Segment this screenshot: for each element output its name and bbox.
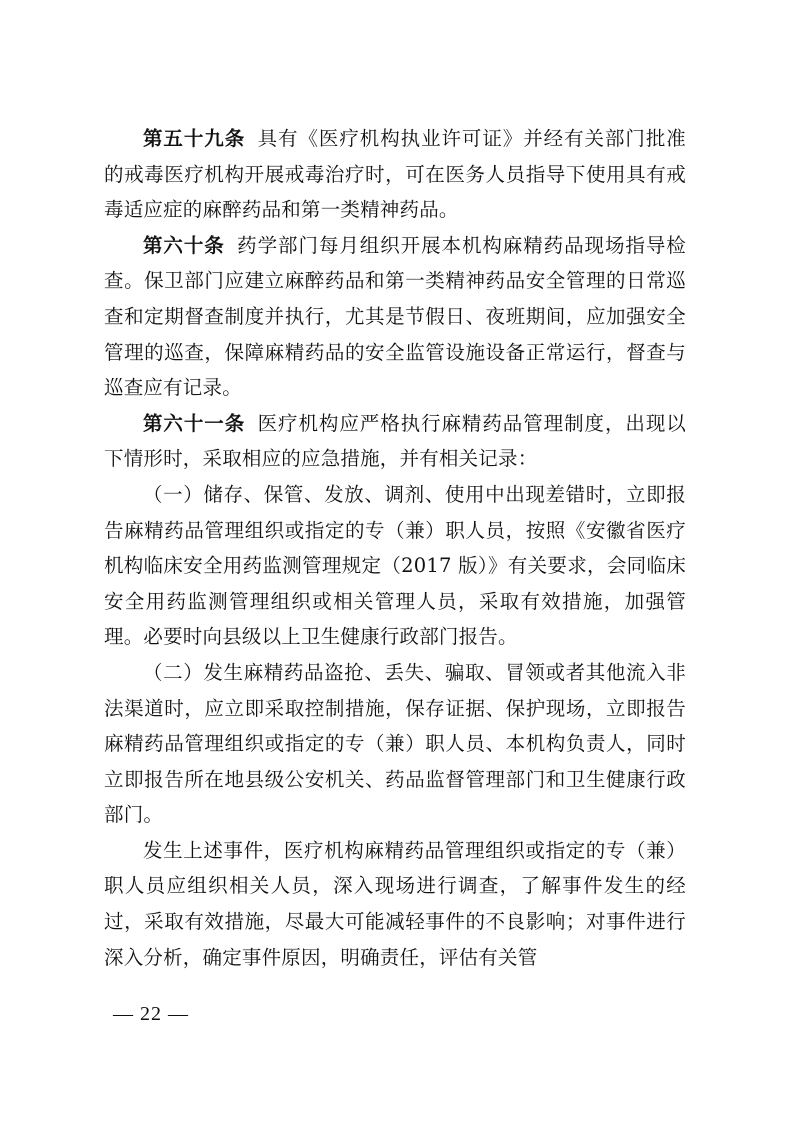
article-heading: 第六十条	[143, 233, 225, 257]
article-heading: 第五十九条	[143, 127, 246, 150]
text-line: 导检查。保卫部门应建立麻醉药品和第一类精神药品安全管理	[104, 233, 686, 293]
text-line: 发生上述事件，医疗机构麻精药品管理组织或指定的专	[143, 838, 627, 862]
item-two	[104, 655, 686, 833]
text-line: 施，加强管理。必要时向县级以上卫生健康行政部门报告。	[104, 589, 686, 649]
article-60	[104, 228, 686, 406]
text-line: 以下情形时，采取相应的应急措施，并有相关记录：	[104, 411, 686, 471]
article-61	[104, 406, 686, 477]
text-line: 医疗机构应严格执行麻精药品管理制度，出现	[256, 411, 667, 435]
text-line: 应加强安全管理的巡查，保障麻精药品的安全监管设施设备正	[104, 304, 686, 364]
followup-paragraph	[104, 833, 686, 975]
text-line: 对事件进行深入分析，确定事件原因，明确责任，评估有关管	[104, 910, 686, 969]
text-line: 具有《医疗机构执业许可证》并经有关部门批	[256, 127, 667, 150]
text-line: 负责人，同时立即报告所在地县级公安机关、药品监督管理部	[104, 732, 686, 791]
item-one	[104, 477, 686, 655]
text-line: （兼）职人员应组织相关人员，深入现场进行调查，了解事件	[104, 838, 686, 898]
text-line: （二）发生麻精药品盗抢、丢失、骗取、冒领或者其他流	[143, 660, 647, 684]
text-line: 发生的经过，采取有效措施，尽最大可能减轻事件的不良影响；	[104, 874, 686, 934]
text-line: 即报告麻精药品管理组织或指定的专（兼）职人员，按照《安	[104, 482, 686, 542]
text-line: 药学部门每月组织开展本机构麻精药品现场指	[236, 233, 646, 257]
text-line: 徽省医疗机构临床安全用药监测管理规定（2017 版）》有关要求，	[104, 518, 686, 578]
text-line: 会同临床安全用药监测管理组织或相关管理人员，采取有效措	[104, 554, 686, 613]
page-number: — 22 —	[113, 1003, 189, 1025]
document-body	[104, 121, 686, 975]
text-line: 门和卫生健康行政部门。	[104, 767, 686, 827]
article-59	[104, 121, 686, 228]
text-line: 入非法渠道时，应立即采取控制措施，保存证据、保护现场，	[104, 660, 686, 720]
text-line: 具有戒毒适应症的麻醉药品和第一类精神药品。	[104, 162, 686, 222]
text-line: 准的戒毒医疗机构开展戒毒治疗时，可在医务人员指导下使用	[104, 127, 686, 186]
text-line: 的日常巡查和定期督查制度并执行，尤其是节假日、夜班期间，	[104, 269, 686, 328]
text-line: 常运行，督查与巡查应有记录。	[104, 340, 687, 400]
text-line: （一）储存、保管、发放、调剂、使用中出现差错时，立	[143, 482, 647, 506]
text-line: 立即报告麻精药品管理组织或指定的专（兼）职人员、本机构	[104, 696, 686, 756]
article-heading: 第六十一条	[143, 411, 246, 435]
